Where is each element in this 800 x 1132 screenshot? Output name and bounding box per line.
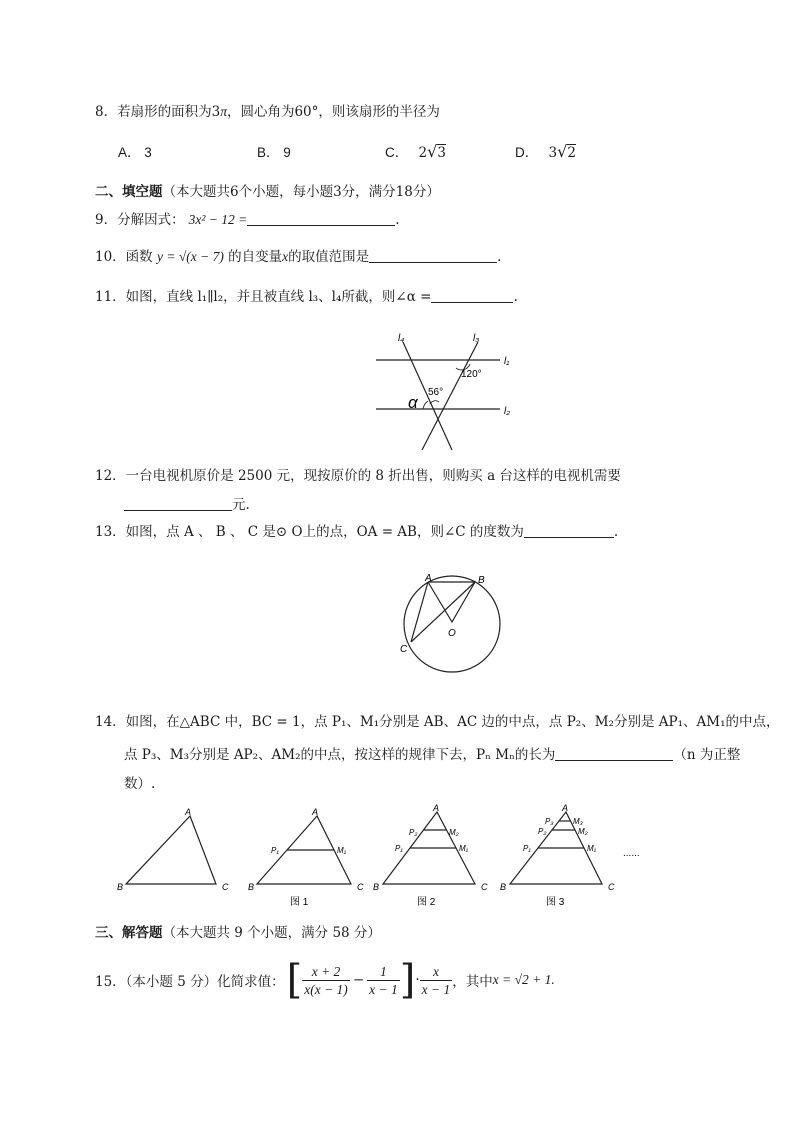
angle-56: 56°: [428, 387, 444, 398]
svg-text:M₁: M₁: [459, 844, 469, 853]
angle-120: 120°: [461, 369, 482, 380]
q8-option-d: D． 3√2: [515, 142, 576, 161]
q8-option-c: C． 2√3: [385, 142, 446, 161]
q12-answer-blank[interactable]: [124, 496, 232, 511]
svg-text:P₃: P₃: [545, 817, 554, 826]
q14-answer-blank[interactable]: [555, 746, 673, 761]
svg-text:C: C: [357, 882, 364, 892]
svg-text:B: B: [500, 882, 507, 892]
ellipsis: ......: [623, 848, 640, 859]
svg-text:B: B: [117, 882, 124, 892]
label-l3: l₃: [473, 333, 480, 344]
svg-text:P₁: P₁: [395, 844, 403, 853]
q13-answer-blank[interactable]: [524, 523, 614, 538]
point-o: O: [448, 628, 456, 639]
q10-answer-blank[interactable]: [369, 248, 497, 263]
q8-option-a: A． 3: [118, 145, 152, 160]
q12-line2: 元.: [124, 493, 250, 513]
q14-line2: 点 P₃、M₃分别是 AP₂、AM₂的中点，按这样的规律下去，Pₙ Mₙ的长为 （n 为正整: [124, 747, 741, 763]
point-c: C: [400, 644, 408, 655]
q14-line3: 数）.: [124, 776, 156, 792]
label-l2: l₂: [504, 406, 511, 417]
label-l4: l₄: [398, 333, 405, 344]
section2-header: 二、填空题（本大题共6个小题，每小题3分，满分18分）: [95, 184, 440, 200]
caption-fig2: 图 2: [417, 897, 436, 908]
svg-text:P₁: P₁: [271, 846, 279, 855]
svg-text:B: B: [373, 882, 380, 892]
q9-answer-blank[interactable]: [247, 211, 395, 226]
svg-text:A: A: [312, 807, 319, 817]
q13: 13．如图，点 A 、 B 、 C 是⊙ O上的点，OA = AB，则∠C 的度数为 .: [95, 524, 619, 540]
svg-text:A: A: [562, 803, 569, 813]
svg-text:A: A: [433, 803, 440, 813]
q8-option-b: B． 9: [257, 145, 291, 160]
svg-text:C: C: [608, 882, 615, 892]
q15: 15．（本小题 5 分）化简求值： [ $\frac{x + 2}{x(x - 1)}$ − $\frac{1}{x - 1}$ ] · $\frac{x}{x - 1}$ ，其中 x = √2 + 1.: [95, 957, 555, 1003]
label-l1: l₁: [504, 356, 510, 367]
fig11-parallel-lines: [360, 328, 530, 452]
svg-text:M₁: M₁: [587, 844, 597, 853]
svg-text:C: C: [222, 882, 229, 892]
svg-text:M₃: M₃: [573, 817, 583, 826]
svg-text:P₂: P₂: [409, 828, 418, 837]
svg-text:A: A: [185, 807, 192, 817]
fig14-triangles: [110, 802, 680, 910]
triangle-fig1: [248, 807, 364, 908]
svg-text:M₁: M₁: [337, 846, 347, 855]
svg-text:P₂: P₂: [538, 827, 547, 836]
caption-fig1: 图 1: [290, 897, 309, 908]
q11: 11．如图，直线 l₁∥l₂，并且被直线 l₃、l₄所截，则∠α = .: [95, 289, 518, 305]
q15-fraction-3: $\frac{x}{x - 1}$: [421, 963, 451, 997]
q8-stem: 8．若扇形的面积为3π，圆心角为60°，则该扇形的半径为: [95, 104, 440, 120]
q10: 10．函数 y = √(x − 7) 的自变量x的取值范围是 .: [95, 249, 502, 265]
svg-text:B: B: [248, 882, 255, 892]
segment-bc: [411, 582, 475, 642]
triangle-abc: [126, 816, 216, 884]
q12-line1: 12．一台电视机原价是 2500 元，现按原价的 8 折出售，则购买 a 台这样的电视机需要: [95, 468, 621, 484]
segment-ac: [411, 582, 428, 642]
triangle-fig3: [500, 803, 615, 908]
svg-text:P₁: P₁: [523, 844, 531, 853]
q9: 9．分解因式： 3x² − 12 = .: [95, 212, 400, 228]
q14-line1: 14．如图，在△ABC 中，BC = 1，点 P₁、M₁分别是 AB、AC 边的中点，点 P₂、M₂分别是 AP₁、AM₁的中点，: [95, 714, 780, 730]
svg-text:C: C: [481, 882, 488, 892]
q11-answer-blank[interactable]: [431, 288, 513, 303]
caption-fig3: 图 3: [546, 897, 565, 908]
svg-text:M₂: M₂: [578, 827, 588, 836]
point-a: A: [425, 573, 432, 584]
triangle-fig2: [373, 803, 488, 908]
section3-header: 三、解答题（本大题共 9 个小题，满分 58 分）: [95, 925, 381, 941]
angle-alpha: α: [408, 393, 418, 412]
point-b: B: [478, 575, 485, 586]
circle-o: [404, 576, 500, 672]
fig13-circle: [395, 570, 515, 680]
svg-text:M₂: M₂: [449, 828, 459, 837]
q15-fraction-1: $\frac{x + 2}{x(x - 1)}$: [304, 963, 348, 997]
q15-fraction-2: $\frac{1}{x - 1}$: [369, 963, 398, 997]
